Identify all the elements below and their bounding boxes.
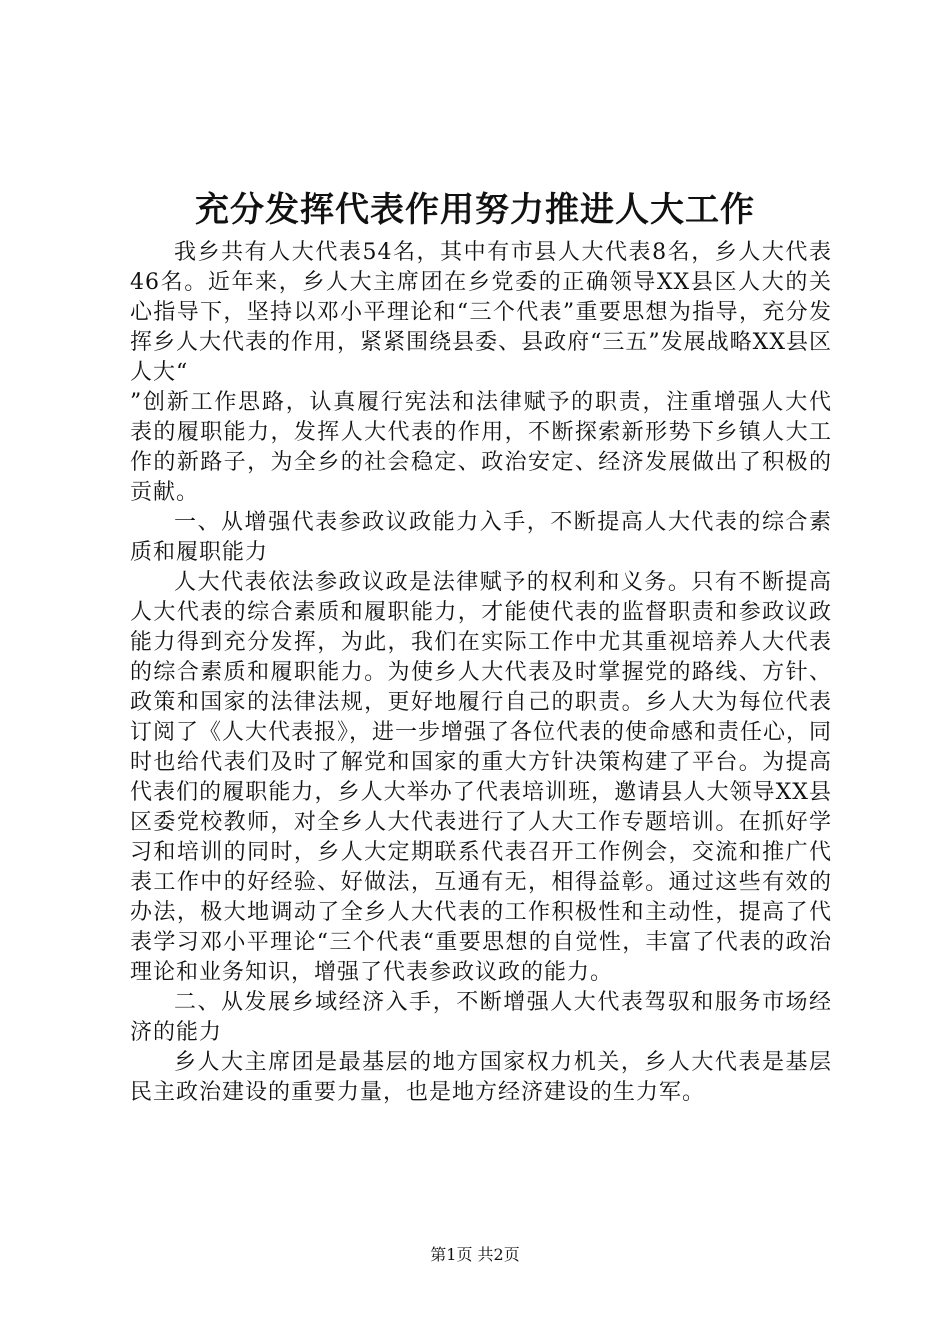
document-body <box>130 238 832 1108</box>
section-heading-1: 一、从增强代表参政议政能力入手，不断提高人大代表的综合素质和履职能力 <box>130 510 832 565</box>
document-title: 充分发挥代表作用努力推进人大工作 <box>195 190 755 230</box>
paragraph-section-2: 乡人大主席团是最基层的地方国家权力机关，乡人大代表是基层民主政治建设的重要力量，也是地方经济建设的生力军。 <box>130 1050 832 1105</box>
section-heading-2: 二、从发展乡域经济入手，不断增强人大代表驾驭和服务市场经济的能力 <box>130 990 832 1045</box>
paragraph-section-1: 人大代表依法参政议政是法律赋予的权利和义务。只有不断提高人大代表的综合素质和履职能力，才能使代表的监督职责和参政议政能力得到充分发挥，为此，我们在实际工作中尤其重视培养人大代表的综合素质和履职能力。为使乡人大代表及时掌握党的路线、方针、政策和国家的法律法规，更好地履行自己的职责。乡人大为每位代表订阅了《人大代表报》，进一步增强了各位代表的使命感和责任心，同时也给代表们及时了解党和国家的重大方针决策构建了平台。为提高代表们的履职能力，乡人大举办了代表培训班，邀请县人大领导XX县区委党校教师，对全乡人大代表进行了人大工作专题培训。在抓好学习和培训的同时，乡人大定期联系代表召开工作例会，交流和推广代表工作中的好经验、好做法，互通有无，相得益彰。通过这些有效的办法，极大地调动了全乡人大代表的工作积极性和主动性，提高了代表学习邓小平理论“三个代表“重要思想的自觉性，丰富了代表的政治理论和业务知识，增强了代表参政议政的能力。 <box>130 570 833 985</box>
paragraph-intro-continued: ”创新工作思路，认真履行宪法和法律赋予的职责，注重增强人大代表的履职能力，发挥人大代表的作用，不断探索新形势下乡镇人大工作的新路子，为全乡的社会稳定、政治安定、经济发展做出了积极的贡献。 <box>130 390 832 505</box>
page-number-footer: 第1页 共2页 <box>430 1245 520 1264</box>
paragraph-intro: 我乡共有人大代表54名，其中有市县人大代表8名，乡人大代表46名。近年来，乡人大主席团在乡党委的正确领导XX县区人大的关心指导下，坚持以邓小平理论和“三个代表”重要思想为指导，充分发挥乡人大代表的作用，紧紧围绕县委、县政府“三五”发展战略XX县区人大“ <box>130 240 832 385</box>
